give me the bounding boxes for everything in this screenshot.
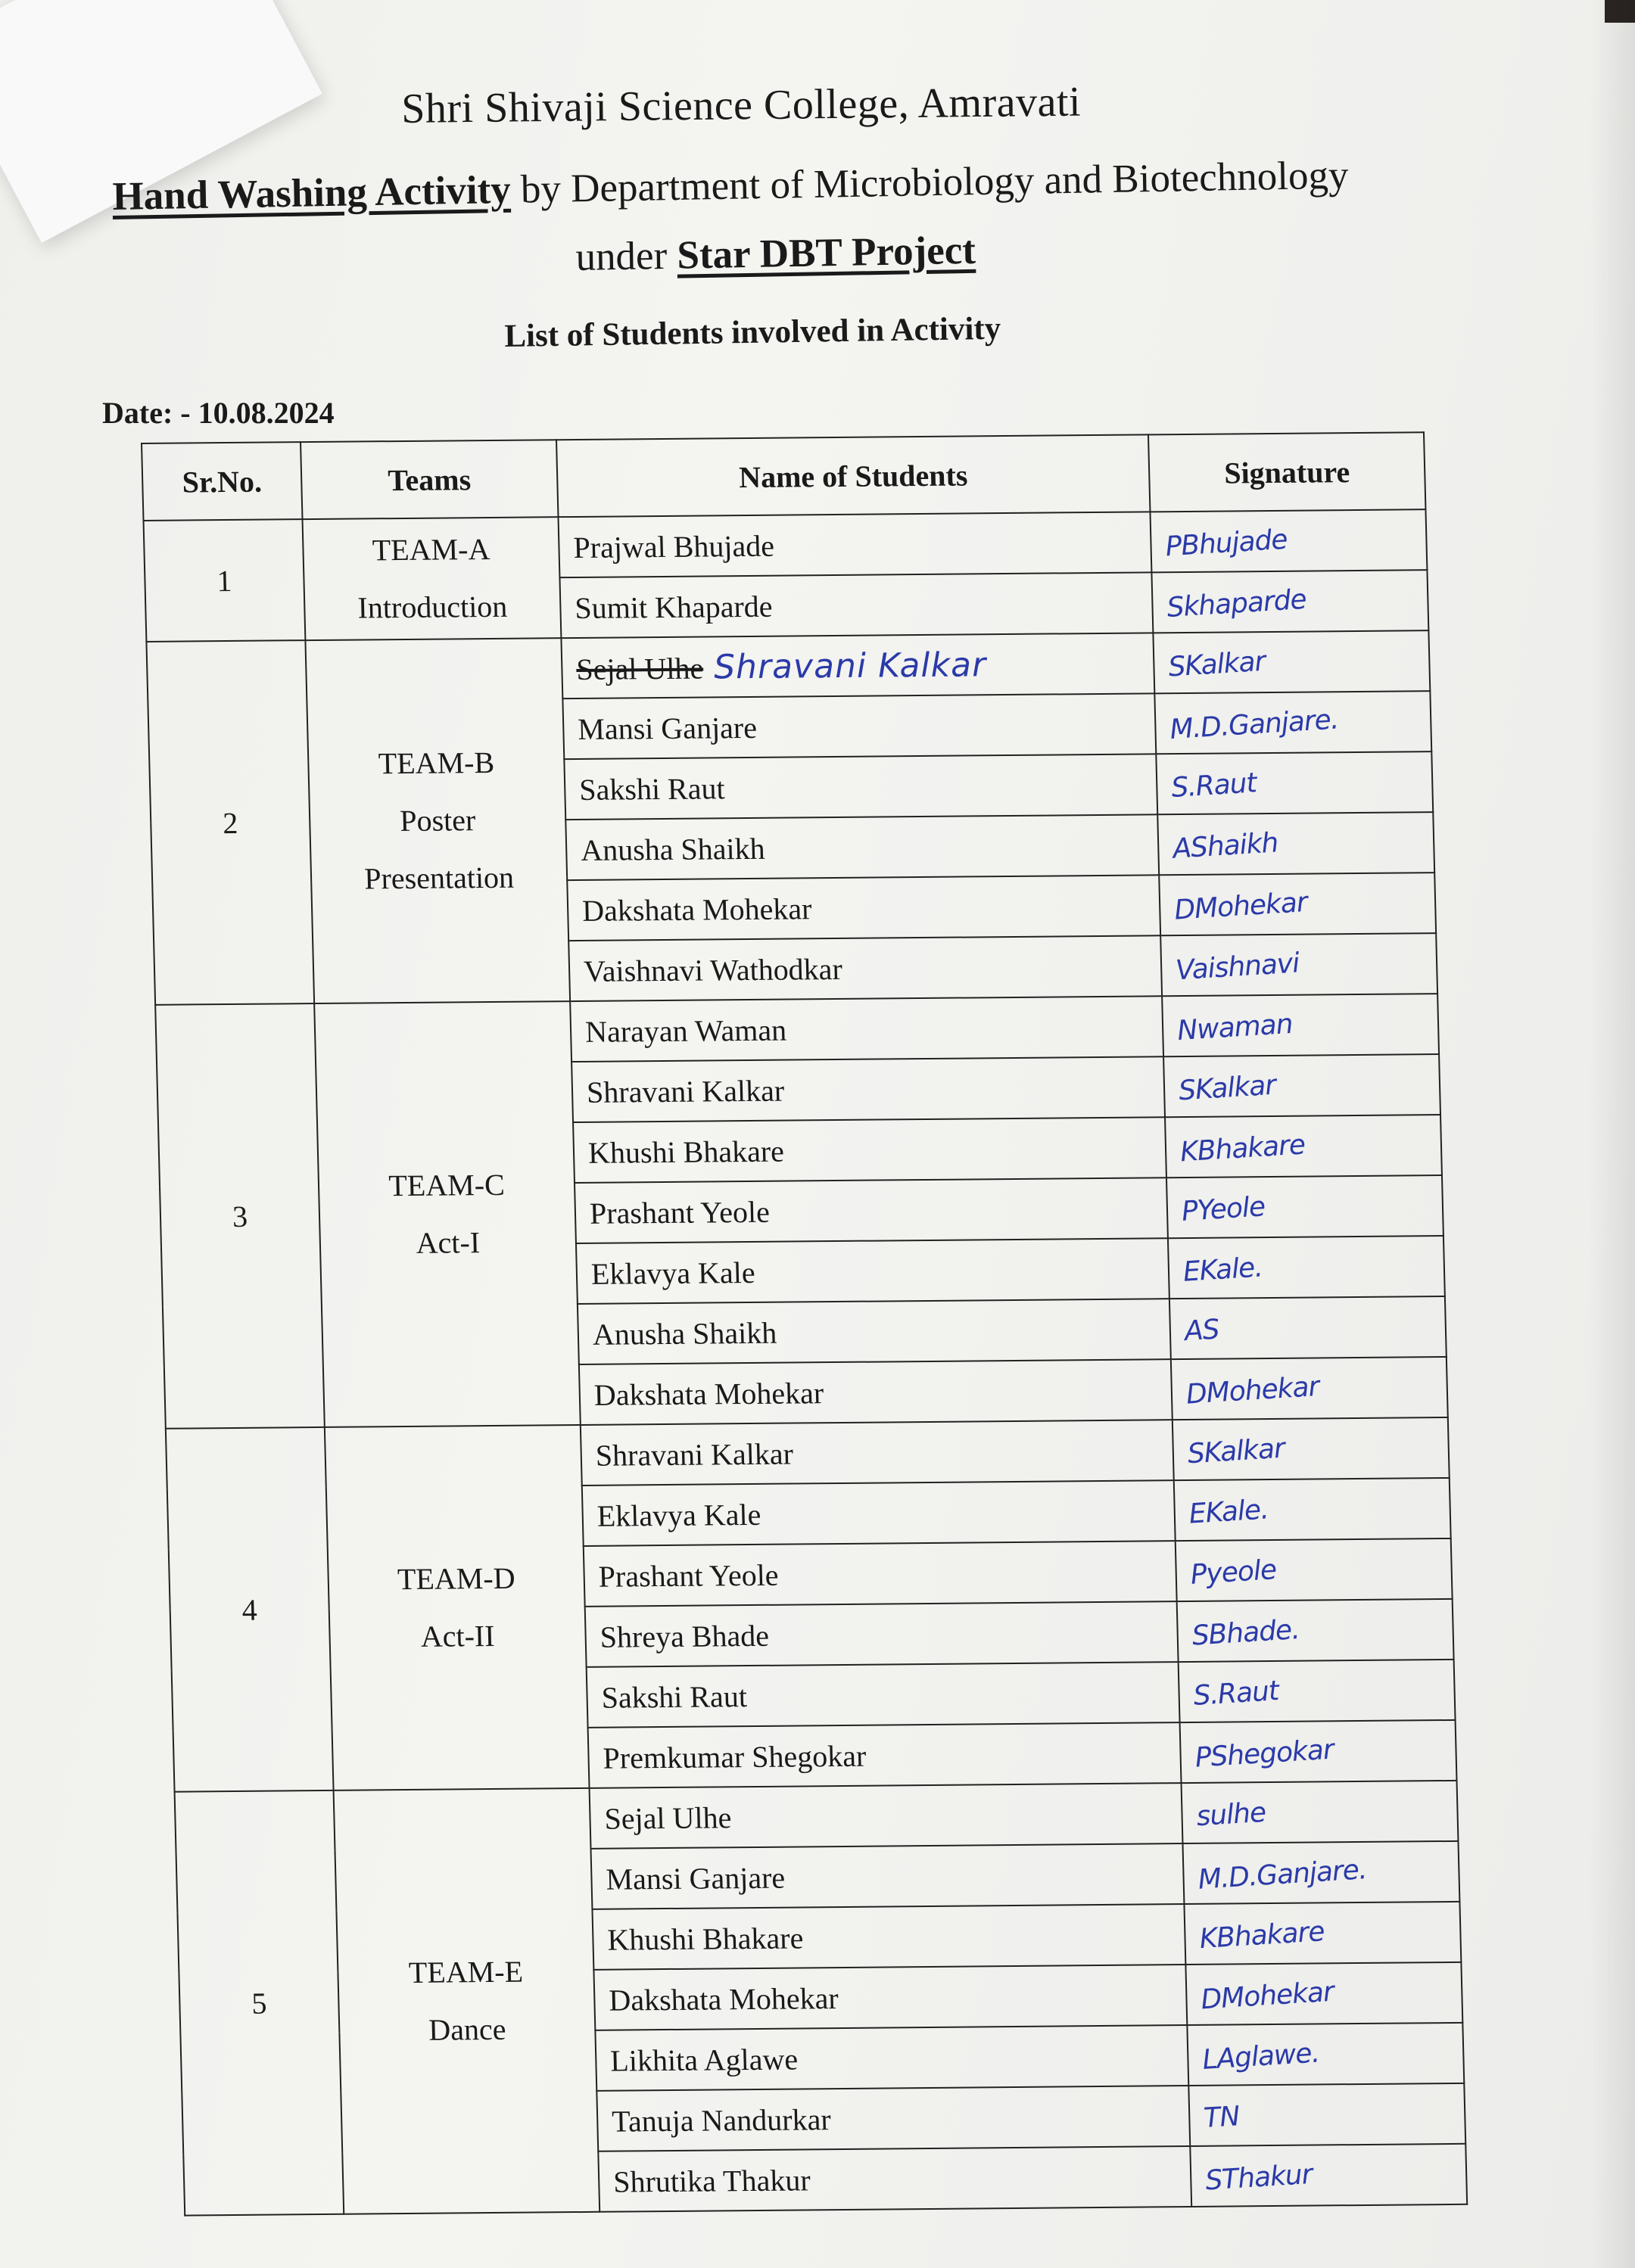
serial-number-cell: 2 <box>146 640 314 1005</box>
student-name-cell <box>575 1178 1168 1243</box>
serial-number-cell: 4 <box>166 1427 334 1792</box>
student-name-cell <box>581 1420 1174 1486</box>
project-heading <box>575 228 976 280</box>
handwritten-signature: EKale. <box>1188 1493 1269 1530</box>
student-name-cell <box>567 875 1160 941</box>
student-name-cell <box>578 1299 1171 1364</box>
table-header-row <box>142 432 1425 521</box>
student-name: Vaishnavi Wathodkar <box>583 951 843 988</box>
project-name: Star DBT Project <box>676 228 976 278</box>
student-name-cell <box>571 1056 1165 1122</box>
activity-title: Hand Washing Activity <box>112 167 512 219</box>
signature-cell <box>1180 1720 1457 1783</box>
handwritten-signature: PYeole <box>1180 1190 1266 1227</box>
student-name: Mansi Ganjare <box>577 710 758 746</box>
student-name: Sakshi Raut <box>578 770 726 807</box>
handwritten-signature: S.Raut <box>1169 767 1258 804</box>
signature-cell <box>1163 1054 1440 1117</box>
team-label-line: Act-II <box>420 1618 496 1654</box>
college-name: Shri Shivaji Science College, Amravati <box>401 78 1082 132</box>
handwritten-correction: Shravani Kalkar <box>713 645 987 686</box>
student-name: Sejal Ulhe <box>575 651 704 686</box>
table-row <box>144 509 1428 581</box>
table-row <box>155 994 1439 1066</box>
student-name-cell <box>558 512 1151 577</box>
student-name-cell <box>588 1722 1182 1788</box>
signature-cell <box>1176 1538 1453 1601</box>
student-name: Anusha Shaikh <box>592 1315 777 1352</box>
student-name: Shreya Bhade <box>600 1618 770 1654</box>
student-name: Sakshi Raut <box>601 1678 748 1715</box>
student-name: Prashant Yeole <box>598 1557 780 1594</box>
handwritten-signature: KBhakare <box>1179 1128 1306 1168</box>
activity-heading <box>112 152 1349 219</box>
student-name: Tanuja Nandurkar <box>611 2102 832 2139</box>
handwritten-signature: AShaikh <box>1171 826 1279 865</box>
handwritten-signature: sulhe <box>1195 1797 1267 1832</box>
team-cell <box>334 1788 600 2214</box>
student-name-cell <box>593 1965 1187 2030</box>
department-text: by Department of Microbiology and Biotechnology <box>510 153 1349 212</box>
column-header-srno: Sr.No. <box>142 442 302 521</box>
handwritten-signature: Vaishnavi <box>1174 947 1300 986</box>
student-name: Khushi Bhakare <box>606 1920 804 1957</box>
handwritten-signature: Pyeole <box>1189 1554 1278 1591</box>
student-table-wrapper <box>141 431 1468 2216</box>
student-name-cell <box>587 1662 1180 1728</box>
student-name: Likhita Aglawe <box>609 2042 799 2078</box>
signature-cell <box>1173 1417 1450 1480</box>
signature-cell <box>1182 1781 1459 1843</box>
signature-cell <box>1188 2083 1465 2146</box>
student-name-cell <box>570 996 1163 1062</box>
signature-cell <box>1182 1841 1459 1904</box>
student-name: Premkumar Shegokar <box>603 1738 867 1775</box>
signature-cell <box>1174 1478 1451 1541</box>
student-name-cell <box>559 572 1153 638</box>
signature-cell <box>1151 570 1428 633</box>
student-name-cell <box>584 1541 1177 1607</box>
student-name: Mansi Ganjare <box>605 1860 786 1896</box>
handwritten-signature: M.D.Ganjare. <box>1197 1853 1368 1896</box>
serial-number-cell: 1 <box>144 519 306 642</box>
student-name-cell <box>579 1359 1173 1425</box>
team-label-line: Dance <box>428 2011 506 2047</box>
student-name-cell <box>590 1783 1183 1849</box>
handwritten-signature: LAglawe. <box>1201 2036 1321 2076</box>
student-name: Shravani Kalkar <box>595 1436 794 1473</box>
signature-cell <box>1162 994 1439 1056</box>
student-name: Dakshata Mohekar <box>593 1375 824 1412</box>
student-name: Dakshata Mohekar <box>608 1980 839 2018</box>
handwritten-signature: EKale. <box>1182 1251 1264 1288</box>
student-name: Anusha Shaikh <box>580 831 766 867</box>
student-name-cell <box>582 1480 1176 1546</box>
team-label-line: TEAM-D <box>397 1560 516 1597</box>
handwritten-signature: KBhakare <box>1198 1915 1325 1955</box>
table-row <box>166 1417 1450 1489</box>
handwritten-signature: S.Raut <box>1192 1675 1280 1712</box>
handwritten-signature: DMohekar <box>1200 1976 1335 2015</box>
student-name-cell <box>591 1843 1185 1909</box>
signature-cell <box>1187 2023 1464 2086</box>
team-label-line: TEAM-E <box>408 1954 524 1990</box>
column-header-names: Name of Students <box>556 434 1150 517</box>
student-name-cell <box>564 754 1157 820</box>
signature-cell <box>1160 933 1437 996</box>
signature-cell <box>1168 1236 1445 1299</box>
signature-cell <box>1171 1357 1448 1420</box>
signature-cell <box>1156 751 1433 814</box>
under-text: under <box>575 233 677 279</box>
student-name-cell <box>596 2086 1190 2151</box>
table-body <box>144 509 1468 2215</box>
student-name-cell <box>565 814 1159 880</box>
handwritten-signature: SKalkar <box>1166 646 1266 683</box>
student-name-cell <box>561 633 1154 698</box>
team-cell <box>314 1001 581 1427</box>
handwritten-signature: Skhaparde <box>1166 583 1308 624</box>
activity-date: Date: - 10.08.2024 <box>102 396 335 430</box>
handwritten-signature: AS <box>1183 1313 1220 1347</box>
signature-cell <box>1157 812 1434 875</box>
student-name: Eklavya Kale <box>596 1497 761 1533</box>
signature-cell <box>1185 1962 1462 2025</box>
signature-cell <box>1179 1660 1456 1722</box>
student-name-cell <box>595 2025 1188 2091</box>
column-header-signature: Signature <box>1148 432 1425 512</box>
student-name: Sejal Ulhe <box>603 1800 732 1836</box>
serial-number-cell: 3 <box>155 1003 325 1429</box>
student-name-cell <box>585 1601 1179 1667</box>
student-name: Prajwal Bhujade <box>572 528 775 565</box>
serial-number-cell: 5 <box>175 1790 344 2216</box>
student-name: Shravani Kalkar <box>586 1073 785 1109</box>
team-label-line: TEAM-A <box>372 531 490 568</box>
student-name: Narayan Waman <box>584 1013 787 1049</box>
table-row <box>175 1781 1459 1853</box>
signature-cell <box>1159 873 1436 935</box>
signature-cell <box>1153 630 1430 693</box>
signature-cell <box>1190 2144 1467 2207</box>
signature-cell <box>1150 509 1427 572</box>
student-name: Khushi Bhakare <box>587 1134 785 1170</box>
student-name-cell <box>576 1238 1169 1304</box>
handwritten-signature: DMohekar <box>1173 886 1309 926</box>
handwritten-signature: SThakur <box>1204 2158 1313 2196</box>
team-cell <box>305 638 570 1003</box>
column-header-teams: Teams <box>301 440 558 519</box>
handwritten-signature: TN <box>1202 2100 1241 2134</box>
team-label-line: Act-I <box>416 1225 481 1260</box>
handwritten-signature: PBhujade <box>1164 524 1288 562</box>
signature-cell <box>1169 1296 1447 1359</box>
handwritten-signature: Nwaman <box>1176 1008 1294 1047</box>
student-name: Shrutika Thakur <box>612 2162 811 2199</box>
signature-cell <box>1184 1902 1461 1965</box>
signature-cell <box>1177 1599 1454 1662</box>
team-label-line: Introduction <box>357 589 508 625</box>
student-name-cell <box>573 1117 1166 1183</box>
handwritten-signature: M.D.Ganjare. <box>1169 703 1340 745</box>
student-table <box>141 431 1468 2216</box>
table-row <box>146 630 1430 702</box>
student-name-cell <box>562 693 1156 759</box>
page-shadow <box>1590 0 1635 2268</box>
handwritten-signature: PShegokar <box>1194 1734 1335 1774</box>
handwritten-signature: SKalkar <box>1177 1069 1277 1106</box>
student-name: Dakshata Mohekar <box>581 891 812 928</box>
student-name-cell <box>568 935 1162 1001</box>
student-name: Prashant Yeole <box>589 1194 771 1230</box>
signature-cell <box>1154 691 1431 754</box>
signature-cell <box>1165 1115 1442 1178</box>
student-name: Sumit Khaparde <box>574 589 774 625</box>
handwritten-signature: SBhade. <box>1191 1613 1300 1652</box>
handwritten-signature: SKalkar <box>1186 1433 1286 1470</box>
team-label-line: TEAM-C <box>388 1167 506 1203</box>
signature-cell <box>1166 1175 1443 1238</box>
student-name-cell <box>592 1904 1185 1970</box>
team-label-line: Presentation <box>363 860 515 896</box>
student-name: Eklavya Kale <box>590 1255 756 1291</box>
student-name-cell <box>598 2146 1191 2212</box>
list-subtitle: List of Students involved in Activity <box>504 310 1001 354</box>
team-cell <box>325 1425 590 1790</box>
team-label-line: TEAM-B <box>378 745 495 781</box>
handwritten-signature: DMohekar <box>1185 1370 1320 1411</box>
team-label-line: Poster <box>399 803 476 838</box>
team-cell <box>303 517 562 640</box>
